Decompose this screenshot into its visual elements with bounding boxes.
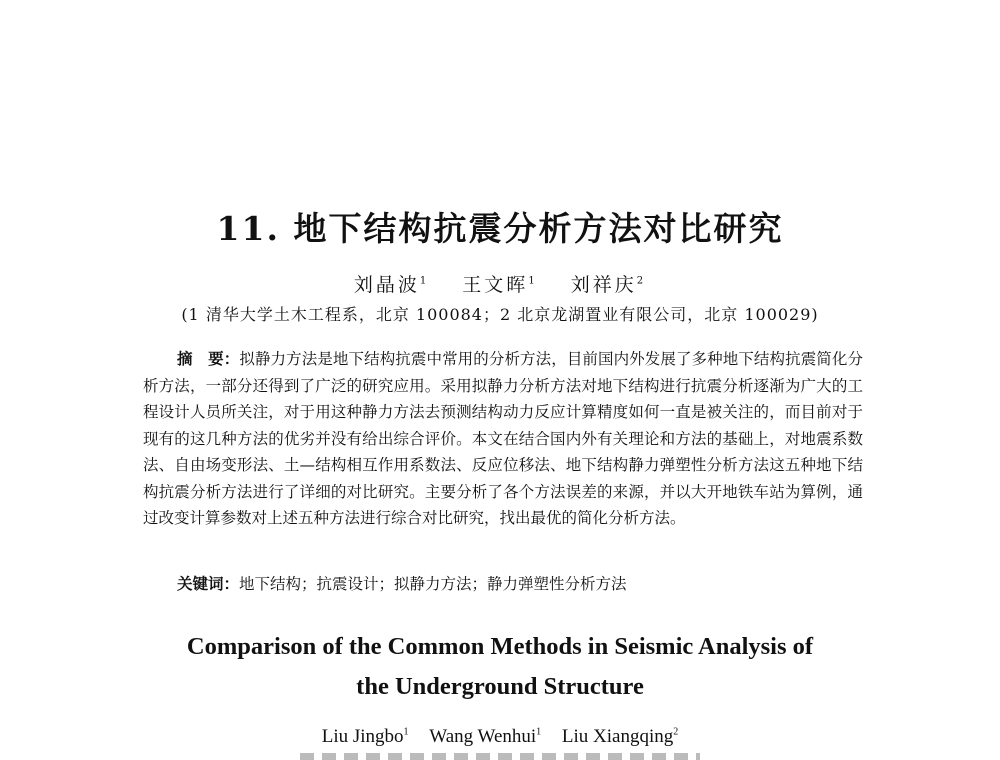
author-cn-2: 王文晖$^1$ (462, 274, 538, 296)
english-title (0, 627, 1000, 707)
english-authors (0, 726, 1000, 748)
author-en-3: Liu Xiangqing$^2$ (561, 726, 679, 747)
english-title-line-2: the Underground Structure (356, 673, 644, 700)
author-cn-3: 刘祥庆$^2$ (570, 274, 647, 296)
keywords-text: 地下结构；抗震设计；拟静力方法；静力弹塑性分析方法 (239, 575, 627, 593)
author-cn-1: 刘晶波$^1$ (353, 274, 430, 296)
cropped-affiliation-line (300, 753, 700, 760)
english-title-line-1: Comparison of the Common Methods in Seismic Analysis of (186, 633, 814, 660)
keywords-line (177, 571, 867, 597)
chinese-affiliation: (1 清华大学土木工程系，北京 100084；2 北京龙湖置业有限公司，北京 100029) (181, 305, 819, 324)
abstract-text: 拟静力方法是地下结构抗震中常用的分析方法，目前国内外发展了多种地下结构抗震简化分析方法，一部分还得到了广泛的研究应用。采用拟静力分析方法对地下结构进行抗震分析逐渐为广大的工程设计人员所关注，对于用这种静力方法去预测结构动力反应计算精度如何一直是被关注的，而目前对于现有的这几种方法的优劣并没有给出综合评价。本文在结合国内外有关理论和方法的基础上，对地震系数法、自由场变形法、土—结构相互作用系数法、反应位移法、地下结构静力弹塑性分析方法这五种地下结构抗震分析方法进行了详细的对比研究。主要分析了各个方法误差的来源，并以大开地铁车站为算例，通过改变计算参数对上述五种方法进行综合对比研究，找出最优的简化分析方法。 (143, 350, 863, 527)
keywords-label: 关键词： (177, 575, 240, 593)
abstract-paragraph (143, 346, 863, 532)
author-en-2: Wang Wenhui$^1$ (429, 726, 542, 747)
abstract-label: 摘 要： (177, 350, 240, 368)
author-en-1: Liu Jingbo$^1$ (321, 726, 409, 747)
chinese-title: 11. 地下结构抗震分析方法对比研究 (216, 209, 784, 248)
chinese-authors (0, 270, 1000, 297)
